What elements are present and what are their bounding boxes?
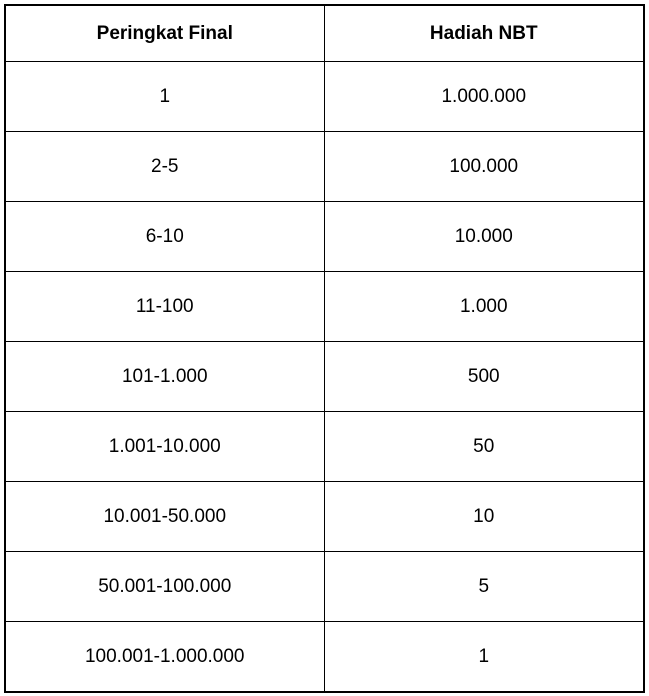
rank-cell: 100.001-1.000.000 [5, 622, 324, 693]
table-row [5, 482, 644, 552]
prize-cell: 1.000.000 [324, 62, 644, 132]
prize-cell: 50 [324, 412, 644, 482]
table-row [5, 622, 644, 693]
rank-cell: 10.001-50.000 [5, 482, 324, 552]
prize-cell: 500 [324, 342, 644, 412]
rank-cell: 6-10 [5, 202, 324, 272]
prize-cell: 1 [324, 622, 644, 693]
rank-cell: 11-100 [5, 272, 324, 342]
header-row [5, 5, 644, 62]
table-row [5, 342, 644, 412]
prize-cell: 10.000 [324, 202, 644, 272]
prize-cell: 1.000 [324, 272, 644, 342]
table-row [5, 132, 644, 202]
prize-table [4, 4, 645, 693]
rank-cell: 1.001-10.000 [5, 412, 324, 482]
header-final-rank: Peringkat Final [5, 5, 324, 62]
prize-cell: 5 [324, 552, 644, 622]
table-header [5, 5, 644, 62]
rank-cell: 1 [5, 62, 324, 132]
header-nbt-prize: Hadiah NBT [324, 5, 644, 62]
rank-cell: 50.001-100.000 [5, 552, 324, 622]
rank-cell: 101-1.000 [5, 342, 324, 412]
table-row [5, 272, 644, 342]
prize-cell: 10 [324, 482, 644, 552]
table-row [5, 62, 644, 132]
rank-cell: 2-5 [5, 132, 324, 202]
table-body [5, 62, 644, 693]
table-row [5, 412, 644, 482]
prize-cell: 100.000 [324, 132, 644, 202]
table-row [5, 202, 644, 272]
table-row [5, 552, 644, 622]
